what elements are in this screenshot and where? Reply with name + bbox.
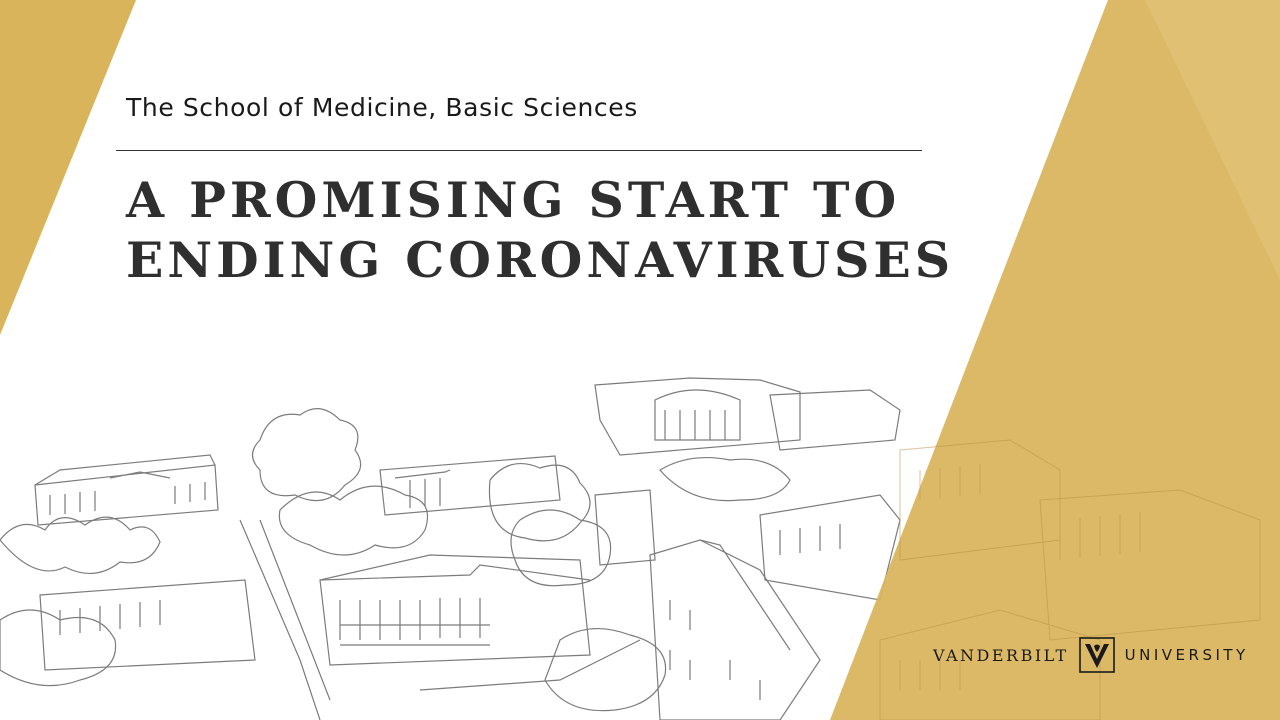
vanderbilt-university-logo bbox=[933, 634, 1249, 676]
slide-title bbox=[126, 170, 954, 290]
slide-subtitle: The School of Medicine, Basic Sciences bbox=[126, 93, 638, 122]
left-gold-triangle bbox=[0, 0, 136, 335]
slide-title-line-1: A PROMISING START TO bbox=[126, 171, 901, 229]
slide-title-line-2: ENDING CORONAVIRUSES bbox=[126, 231, 955, 289]
campus-sketch-illustration bbox=[0, 378, 900, 720]
oak-leaf-v-icon bbox=[1079, 637, 1115, 673]
logo-word-vanderbilt: VANDERBILT bbox=[933, 645, 1069, 665]
logo-word-university: UNIVERSITY bbox=[1124, 646, 1249, 664]
title-divider bbox=[116, 150, 922, 151]
